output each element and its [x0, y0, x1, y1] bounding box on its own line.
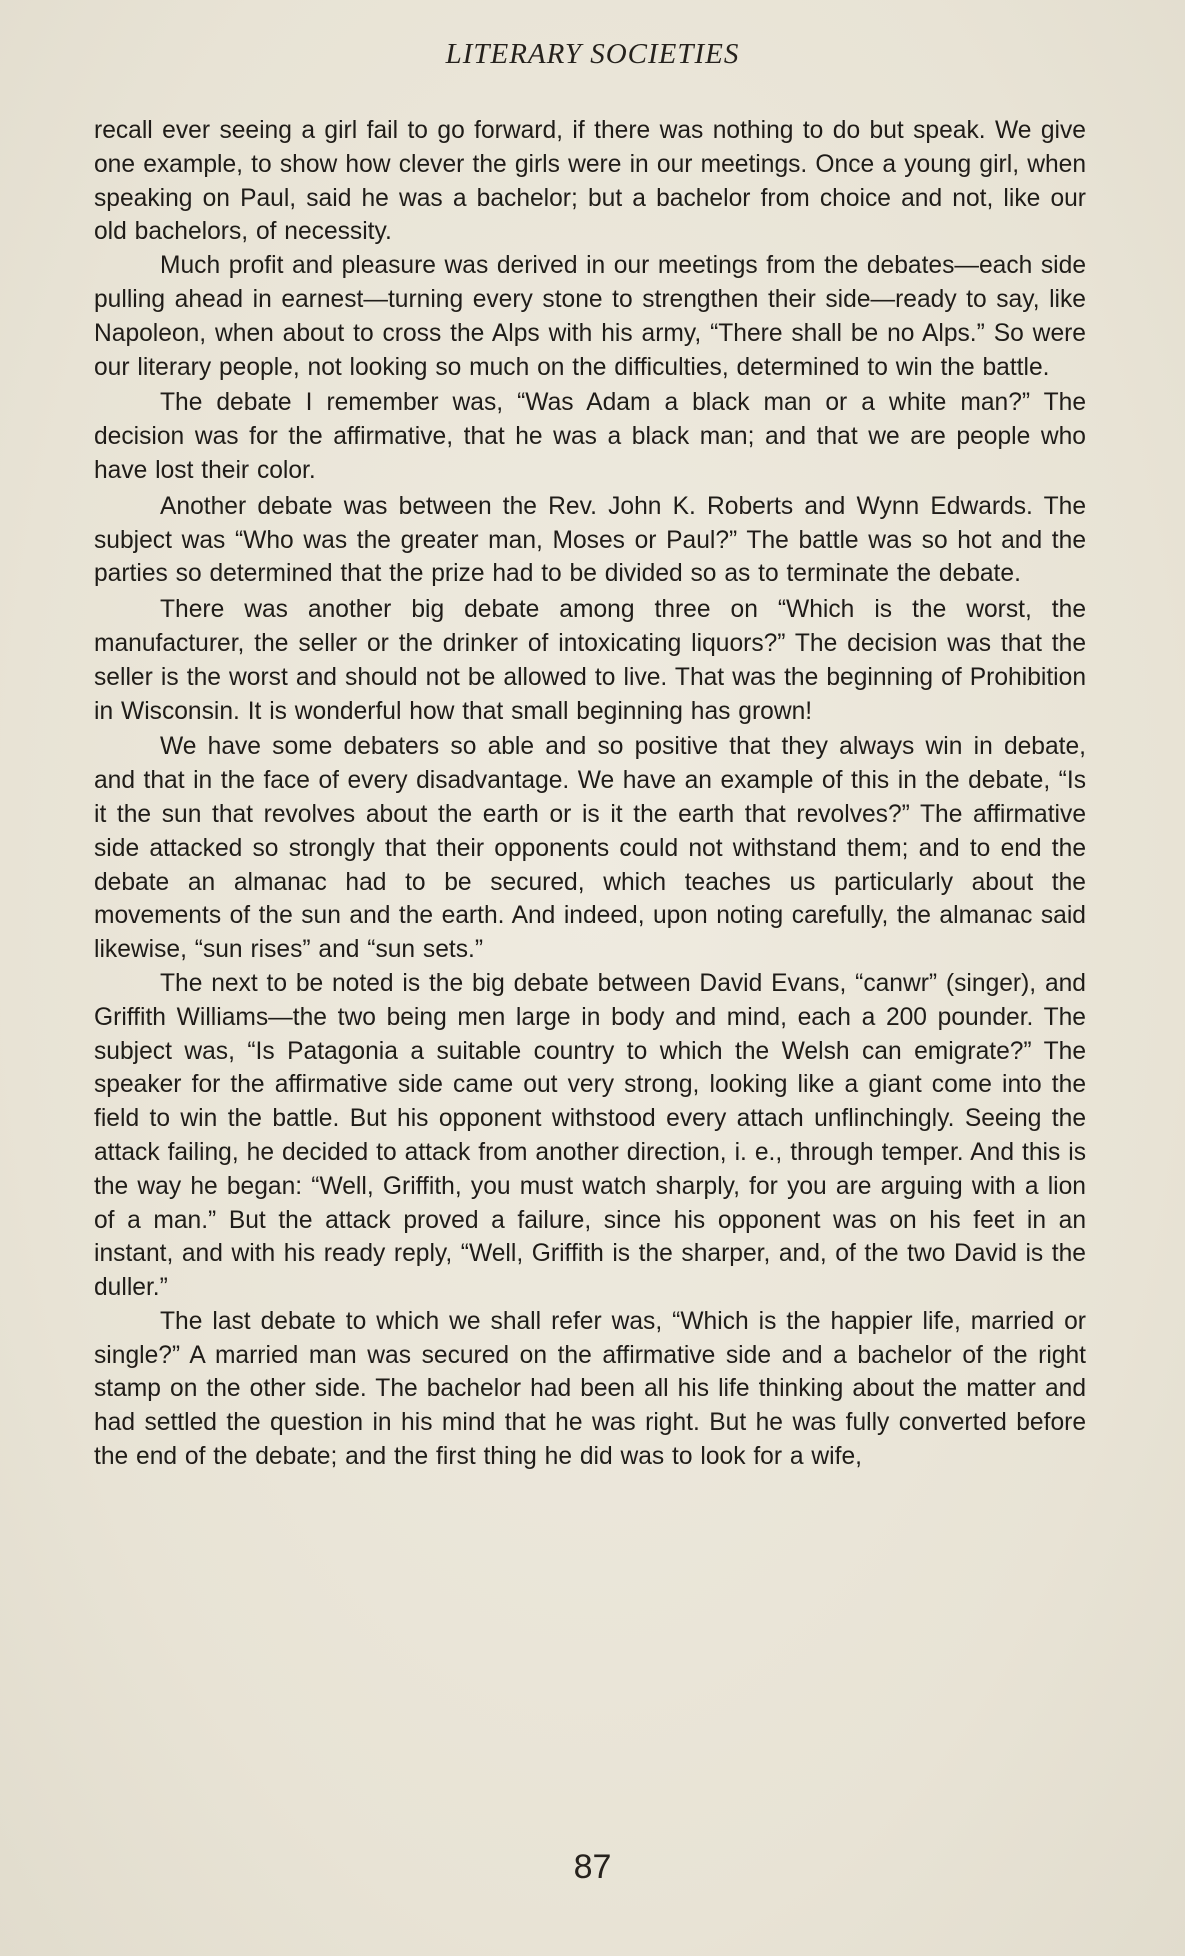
body-text	[94, 114, 1086, 1474]
paragraph: We have some debaters so able and so positive that they always win in debate, and that in the face of every disadvantage. We have an example of this in the debate, “Is it the sun that revolves about the earth or is it the earth that revolves?” The affirmative side attacked so strongly that their opponents could not withstand them; and to end the debate an almanac had to be secured, which teaches us particularly about the movements of the sun and the earth. And indeed, upon noting carefully, the almanac said likewise, “sun rises” and “sun sets.”	[94, 733, 1086, 964]
running-head: LITERARY SOCIETIES	[445, 38, 740, 70]
paragraph: The last debate to which we shall refer was, “Which is the happier life, married or single?” A married man was secured on the affirmative side and a bachelor of the right stamp on the other side. The bachelor had been all his life thinking about the matter and had settled the question in his mind that he was right. But he was fully converted before the end of the debate; and the first thing he did was to look for a wife,	[94, 1307, 1086, 1471]
paragraph: The debate I remember was, “Was Adam a black man or a white man?” The decision was for the affirmative, that he was a black man; and that we are people who have lost their color.	[94, 389, 1086, 484]
paragraph: There was another big debate among three on “Which is the worst, the manufacturer, the seller or the drinker of intoxicating liquors?” The decision was that the seller is the worst and should not be allowed to live. That was the beginning of Prohibition in Wisconsin. It is wonderful how that small beginning has grown!	[94, 596, 1086, 725]
paragraph: recall ever seeing a girl fail to go forward, if there was nothing to do but speak. We give one example, to show how clever the girls were in our meetings. Once a young girl, when speaking on Paul, said he was a bachelor; but a bachelor from choice and not, like our old bachelors, of necessity.	[94, 117, 1086, 246]
page-number: 87	[573, 1848, 612, 1886]
paragraph: Much profit and pleasure was derived in our meetings from the debates—each side pulling ahead in earnest—turning every stone to strengthen their side—ready to say, like Napoleon, when about to cross the Alps with his army, “There shall be no Alps.” So were our literary people, not looking so much on the difficulties, determined to win the battle.	[94, 252, 1086, 381]
paragraph: Another debate was between the Rev. John K. Roberts and Wynn Edwards. The subject was “Who was the greater man, Moses or Paul?” The battle was so hot and the parties so determined that the prize had to be divided so as to terminate the debate.	[94, 492, 1086, 588]
paragraph: The next to be noted is the big debate between David Evans, “canwr” (singer), and Griffith Williams—the two being men large in body and mind, each a 200 pounder. The subject was, “Is Patagonia a suitable country to which the Welsh can emigrate?” The speaker for the affirmative side came out very strong, looking like a giant come into the field to win the battle. But his opponent withstood every attach unflinchingly. Seeing the attack failing, he decided to attack from another direction, i. e., through temper. And this is the way he began: “Well, Griffith, you must watch sharply, for you are arguing with a lion of a man.” But the attack proved a failure, since his opponent was on his feet in an instant, and with his ready reply, “Well, Griffith is the sharper, and, of the two David is the duller.”	[94, 969, 1086, 1302]
